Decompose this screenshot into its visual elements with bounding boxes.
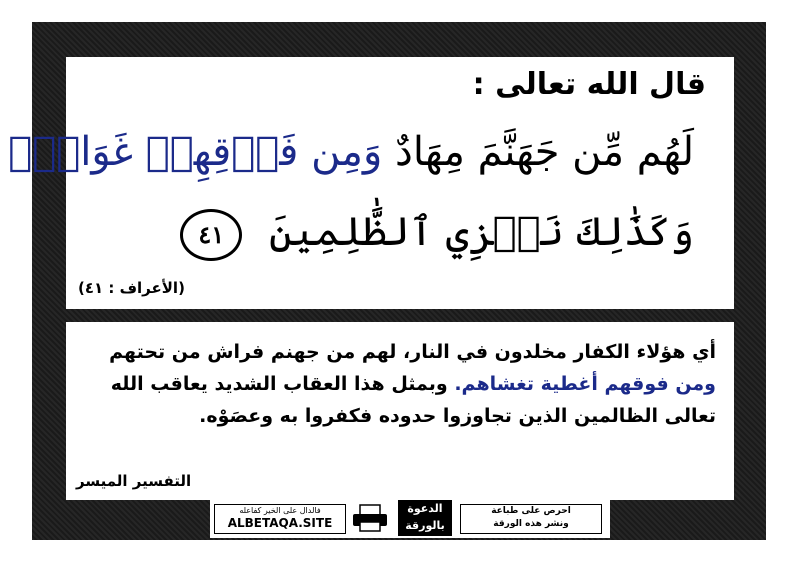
print-tip	[460, 504, 602, 534]
tafsir-line-2	[76, 368, 716, 400]
verse-line-1-part-1: لَهُم مِّن جَهَنَّمَ مِهَادٌ	[395, 129, 694, 175]
verse-line-1	[8, 129, 694, 175]
surah-reference: (الأعراف : ٤١)	[78, 279, 185, 297]
logo-line-2: بالورقة	[405, 519, 445, 532]
verse-panel	[8, 57, 734, 309]
intro-heading: قال الله تعالى :	[472, 67, 706, 102]
printer-icon	[350, 504, 390, 532]
verse-line-2-text: وَكَذَٰلِكَ نَجۡزِي ٱلظَّٰلِمِينَ	[269, 209, 694, 255]
tafsir-text	[76, 336, 716, 432]
footer-bar	[210, 498, 610, 538]
verse-number-marker: ٤١	[180, 209, 242, 261]
tafsir-source: التفسير الميسر	[76, 472, 192, 490]
verse-line-2	[180, 209, 694, 261]
logo-line-1: الدعوة	[407, 502, 443, 515]
dawa-logo	[398, 500, 452, 536]
site-url[interactable]: ALBETAQA.SITE	[227, 516, 333, 530]
verse-line-1-part-2: وَمِن فَوۡقِهِمۡ غَوَاشٍۚ	[8, 129, 383, 175]
tafsir-line-3: تعالى الظالمين الذين تجاوزوا حدوده فكفروا به وعصَوْه.	[199, 405, 716, 427]
tafsir-line-2-rest: وبمثل هذا العقاب الشديد يعاقب الله	[110, 373, 448, 395]
tafsir-line-2-highlight: ومن فوقهم أغطية تغشاهم.	[454, 373, 716, 395]
tafsir-line-1: أي هؤلاء الكفار مخلدون في النار، لهم من جهنم فراش من تحتهم	[109, 341, 716, 363]
tip-line-1: احرص على طباعة	[491, 506, 571, 516]
tafsir-panel	[66, 322, 734, 500]
tip-line-2: ونشر هذه الورقة	[493, 519, 569, 529]
site-badge[interactable]	[214, 504, 346, 534]
site-slogan: فالدال على الخير كفاعله	[239, 506, 321, 515]
